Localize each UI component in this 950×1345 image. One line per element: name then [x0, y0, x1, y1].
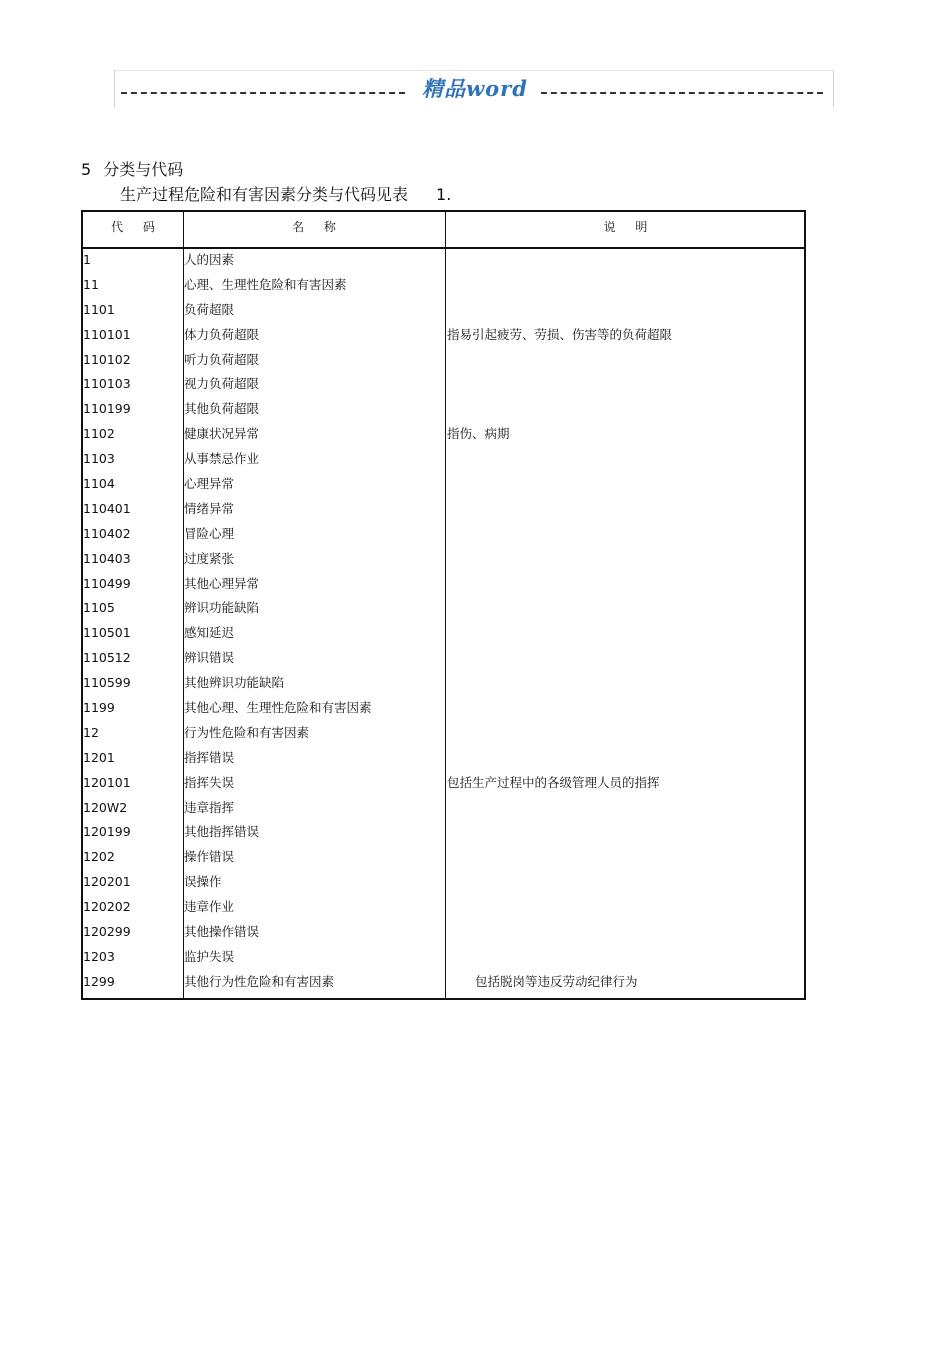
- table-row: [83, 274, 804, 299]
- table-caption: [120, 185, 451, 205]
- table-row: [83, 971, 804, 996]
- row-name: 其他操作错误: [184, 924, 260, 940]
- row-code: 110501: [83, 625, 131, 641]
- row-code: 1199: [83, 700, 115, 716]
- row-code: 110499: [83, 575, 131, 591]
- table-body: [83, 249, 804, 996]
- row-code: 110401: [83, 500, 131, 516]
- row-name: 感知延迟: [184, 625, 235, 641]
- row-name: 心理异常: [184, 476, 235, 492]
- row-code: 110101: [83, 326, 131, 342]
- row-code: 110103: [83, 376, 131, 392]
- row-name: 其他负荷超限: [184, 401, 260, 417]
- row-note: 包括生产过程中的各级管理人员的指挥: [447, 774, 660, 790]
- header-dashed-line-right: [541, 92, 823, 94]
- row-name: 辨识功能缺陷: [184, 600, 260, 616]
- row-name: 其他指挥错误: [184, 824, 260, 840]
- table-row: [83, 473, 804, 498]
- table-row: [83, 946, 804, 971]
- table-row: [83, 498, 804, 523]
- row-code: 1203: [83, 948, 115, 964]
- row-name: 情绪异常: [184, 500, 235, 516]
- table-row: [83, 747, 804, 772]
- row-code: 12: [83, 724, 99, 740]
- row-code: 1101: [83, 301, 115, 317]
- table-row: [83, 573, 804, 598]
- row-name: 冒险心理: [184, 525, 235, 541]
- row-name: 指挥失误: [184, 774, 235, 790]
- caption-text: 生产过程危险和有害因素分类与代码见表: [120, 185, 409, 204]
- row-name: 监护失误: [184, 948, 235, 964]
- table-row: [83, 523, 804, 548]
- header-dashed-line-left: [121, 92, 405, 94]
- table-row: [83, 398, 804, 423]
- row-code: 1201: [83, 749, 115, 765]
- row-code: 1104: [83, 476, 115, 492]
- row-name: 违章作业: [184, 899, 235, 915]
- table-row: [83, 324, 804, 349]
- row-code: 1299: [83, 973, 115, 989]
- brand-logo: 精品word: [422, 76, 528, 101]
- row-code: 11: [83, 276, 99, 292]
- table-row: [83, 797, 804, 822]
- table-row: [83, 349, 804, 374]
- row-code: 120201: [83, 874, 131, 890]
- row-code: 110402: [83, 525, 131, 541]
- table-row: [83, 548, 804, 573]
- row-code: 120202: [83, 899, 131, 915]
- row-name: 健康状况异常: [184, 426, 260, 442]
- column-header-name: 名 称: [292, 220, 336, 234]
- table-row: [83, 647, 804, 672]
- row-note: 指伤、病期: [447, 426, 510, 442]
- row-name: 心理、生理性危险和有害因素: [184, 276, 347, 292]
- row-note: 指易引起疲劳、劳损、伤害等的负荷超限: [447, 326, 673, 342]
- section-title: 分类与代码: [103, 160, 184, 179]
- caption-table-ref: 1.: [436, 185, 452, 204]
- row-name: 指挥错误: [184, 749, 235, 765]
- table-row: [83, 423, 804, 448]
- table-row: [83, 921, 804, 946]
- table-row: [83, 373, 804, 398]
- row-code: 110512: [83, 650, 131, 666]
- table-row: [83, 622, 804, 647]
- row-code: 1102: [83, 426, 115, 442]
- table-row: [83, 871, 804, 896]
- classification-table: [81, 210, 806, 1000]
- row-code: 110199: [83, 401, 131, 417]
- row-name: 操作错误: [184, 849, 235, 865]
- table-row: [83, 299, 804, 324]
- column-header-note: 说 明: [603, 220, 648, 234]
- row-code: 120W2: [83, 799, 128, 815]
- column-header-code: 代 码: [111, 220, 155, 234]
- row-code: 110102: [83, 351, 131, 367]
- table-row: [83, 597, 804, 622]
- row-name: 其他心理、生理性危险和有害因素: [184, 700, 372, 716]
- row-code: 1103: [83, 451, 115, 467]
- row-name: 其他心理异常: [184, 575, 260, 591]
- table-row: [83, 772, 804, 797]
- row-name: 其他行为性危险和有害因素: [184, 973, 335, 989]
- row-name: 视力负荷超限: [184, 376, 260, 392]
- row-name: 其他辨识功能缺陷: [184, 675, 285, 691]
- row-name: 误操作: [184, 874, 222, 890]
- row-code: 120101: [83, 774, 131, 790]
- row-name: 辨识错误: [184, 650, 235, 666]
- row-note: 包括脱岗等违反劳动纪律行为: [475, 973, 638, 989]
- table-row: [83, 672, 804, 697]
- table-row: [83, 846, 804, 871]
- row-code: 120199: [83, 824, 131, 840]
- table-row: [83, 448, 804, 473]
- row-name: 过度紧张: [184, 550, 235, 566]
- row-code: 1: [83, 252, 91, 267]
- row-name: 体力负荷超限: [184, 326, 260, 342]
- table-row: [83, 697, 804, 722]
- table-row: [83, 249, 804, 274]
- row-code: 110599: [83, 675, 131, 691]
- table-row: [83, 821, 804, 846]
- row-code: 110403: [83, 550, 131, 566]
- table-row: [83, 722, 804, 747]
- row-name: 违章指挥: [184, 799, 235, 815]
- section-number: 5: [81, 160, 92, 179]
- table-row: [83, 896, 804, 921]
- row-name: 行为性危险和有害因素: [184, 724, 310, 740]
- section-heading: [81, 160, 183, 180]
- row-code: 1105: [83, 600, 115, 616]
- row-name: 人的因素: [184, 252, 235, 267]
- row-code: 120299: [83, 924, 131, 940]
- row-code: 1202: [83, 849, 115, 865]
- row-name: 听力负荷超限: [184, 351, 260, 367]
- page-header: [114, 70, 834, 107]
- row-name: 从事禁忌作业: [184, 451, 260, 467]
- row-name: 负荷超限: [184, 301, 235, 317]
